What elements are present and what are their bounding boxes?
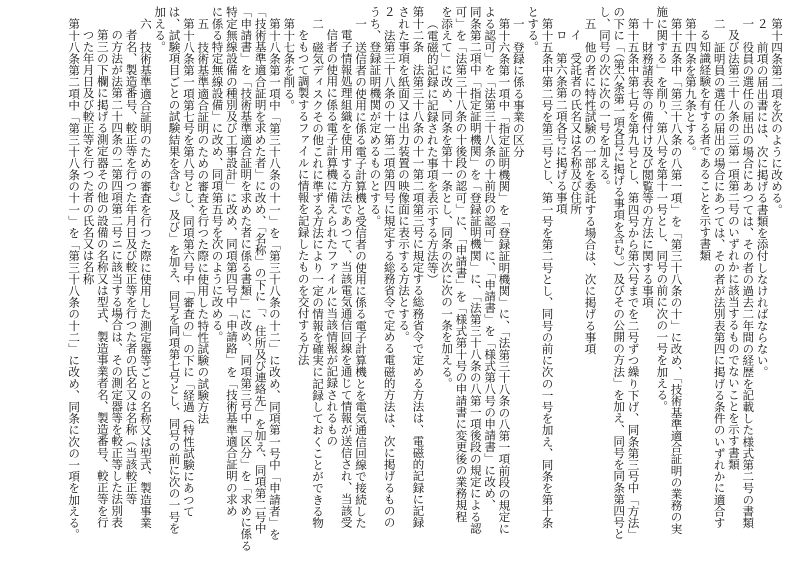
text-line: 第十七条を削る。 — [282, 17, 297, 111]
text-line: 二 磁気ディスクその他これに準ずる方法により一定の情報を確実に記録しておくことができる物 — [311, 17, 325, 528]
text-line: 十 財務諸表等の備付け及び閲覧等の方法に関する事項 — [640, 17, 655, 308]
text-line: に係る特定無線設備」に改め、同項第五号を次のように改める。 — [210, 6, 225, 343]
text-line: 一 送信者の使用に係る電子計算機と受信者の使用に係る電子計算機とを電気通信回線で接続した — [354, 17, 369, 528]
text-line: の下に「（第六条第一項各号に掲げる事項を含む。）及びその公開の方法」を加え、同号を同条第四号と — [612, 6, 627, 540]
text-line: 施に関する」を削り、第八号を第十一号とし、同号の前に次の一号を加える。 — [655, 6, 670, 412]
text-line: ロ 第六条第二項各号に掲げる事項 — [554, 29, 569, 215]
text-line: 第十五条中「第三十八条の八第一項」を「第三十八条の十」に改め、「技術基準適合証明の業務の実 — [669, 17, 684, 534]
text-line: 「技術基準適合証明を求めた者」に改め、「名称」の下に「、住所及び連絡先」を加え、同項第二号中 — [253, 6, 268, 534]
text-line: よる認可」を「法第三十八条の十前段の認可」に、「申請書」を「様式第八号の申請書」に改め、 — [483, 6, 498, 511]
text-line: をもつて調製するファイルに情報を記録したものを交付する方法 — [296, 29, 311, 366]
text-line: 者名、製造番号、較正等を行つた年月日及び較正等を行つた者の氏名又は名称（当該較正等 — [124, 29, 139, 505]
text-line: 加える。 — [153, 6, 168, 53]
text-line: 第十八条第一項中「第三十八条の十一」を「第三十八条の十二」に改め、同項第一号中「申請者」を — [267, 17, 282, 540]
text-line: とする。 — [526, 6, 541, 53]
text-line: の方法が法第二十四条の二第四項第二号ニに該当する場合は、その測定器等を較正等した法別表 — [110, 29, 125, 528]
text-line: は、試験項目ごとの試験結果を含む。）及び」を加え、同号を同項第七号とし、同号の前に次の一号を — [167, 6, 182, 534]
text-line: ２ 前項の届出書には、次に掲げる書類を添付しなければならない。 — [755, 17, 770, 378]
text-line: 二 証明員の選任の届出の場合にあつては、その者が法別表第四に掲げる条件のいずれかに適合す — [712, 17, 727, 528]
text-line: 電子情報処理組織を使用する方法であつて、当該電気通信回線を通じて情報が送信され、当該受 — [339, 29, 354, 528]
text-line: 特定無線設備の種別及び工事設計」に改め、同項第四号中「申請路」を「技術基準適合証明の求め — [224, 6, 239, 517]
text-line: 第十四条を第九条とする。 — [683, 17, 698, 157]
text-line: 可」を「法第三十八条の十後段の認可」に、「申請書」を「様式第十号の申請書に変更後の業務規程 — [454, 6, 469, 523]
text-line: イ 受託者の氏名又は名称及び住所 — [569, 29, 584, 215]
text-line: 一 登録に係る事業の区分 — [511, 17, 526, 157]
text-line: 第十四条第二項を次のように改める。 — [770, 17, 784, 215]
text-line: る知識経験を有する者であることを示す書類 — [698, 29, 713, 262]
text-line: を添えて」に改め、同条を第十一条とし、同条の次に次の一条を加える。 — [440, 6, 455, 389]
text-line: 第十六条第一項中「指定証明機関」を「登録証明機関」に、「法第三十八条の八第一項前段の規定に — [497, 17, 512, 534]
text-line: 同条第二項中「指定証明機関」を「登録証明機関」に、「法第三十八条の八第一項後段の規定による認 — [468, 6, 483, 534]
text-line: 信者の使用に係る電子計算機に備えられたファイルに当該情報が記録されるもの — [325, 29, 340, 447]
text-line: 五 他の者に特性試験の一部を委託する場合は、次に掲げる事項 — [583, 17, 598, 354]
text-line: 第十五条中第七号を第九号とし、第四号から第六号までを二号ずつ繰り下げ、同条第三号中「方法」 — [626, 17, 641, 540]
text-line: 第十八条第一項第七号を第八号とし、同項第六号中「審査の」の下に「経過（特性試験にあつて — [181, 17, 196, 517]
text-line: 六 技術基準適合証明のための審査を行つた際に使用した測定器等ごとの名称又は型式、製造事業 — [138, 17, 153, 528]
text-line: つた年月日及び較正等を行つた者の氏名又は名称 — [81, 29, 96, 285]
text-line: 第十二条 法第三十八条の十一第二項第三号に規定する総務省令で定める方法は、電磁的記録に記録 — [411, 6, 426, 528]
text-line: 第三の下欄に掲げる測定器その他の設備の名称又は型式、製造事業者名、製造番号、較正等を行 — [95, 29, 110, 528]
text-line: し、同号の次に次の一号を加える。 — [597, 6, 612, 192]
text-line: うち、登録証明機関が定めるものとする。 — [368, 6, 383, 227]
text-line: 第十八条第二項中「第三十八条の十一」を「第三十八条の十二」に改め、同条に次の一項を加える。 — [67, 17, 82, 540]
text-line: 五 技術基準適合証明のための審査を行つた際に使用した特性試験の試験方法 — [196, 17, 211, 424]
text-line: ２ 法第三十八条の十一第二項第四号に規定する総務省令で定める電磁的方法は、次に掲げるものの — [382, 6, 397, 528]
text-line: 及び法第三十八条の三第一項第二号のいずれかに該当するものでないことを示す書類 — [726, 29, 741, 470]
vertical-text-body — [67, 6, 784, 562]
text-line: 一 役員の選任の届出の場合にあつては、その者の過去二年間の経歴を記載した様式第二号の書類 — [741, 17, 756, 528]
text-line: 第十五条中第二号を第三号とし、第一号を第二号とし、同号の前に次の一号を加え、同条を第十条 — [540, 17, 555, 528]
text-line: 「申請書」を「技術基準適合証明を求めた者に係る書類」に改め、同項第三号中「区分」を「求めに係る — [239, 6, 254, 552]
text-line: された事項を紙面又は出力装置の映像面に表示する方法とする。 — [397, 6, 412, 343]
text-line: （電磁的記録に記録された事項を表示する方法等） — [425, 17, 440, 285]
